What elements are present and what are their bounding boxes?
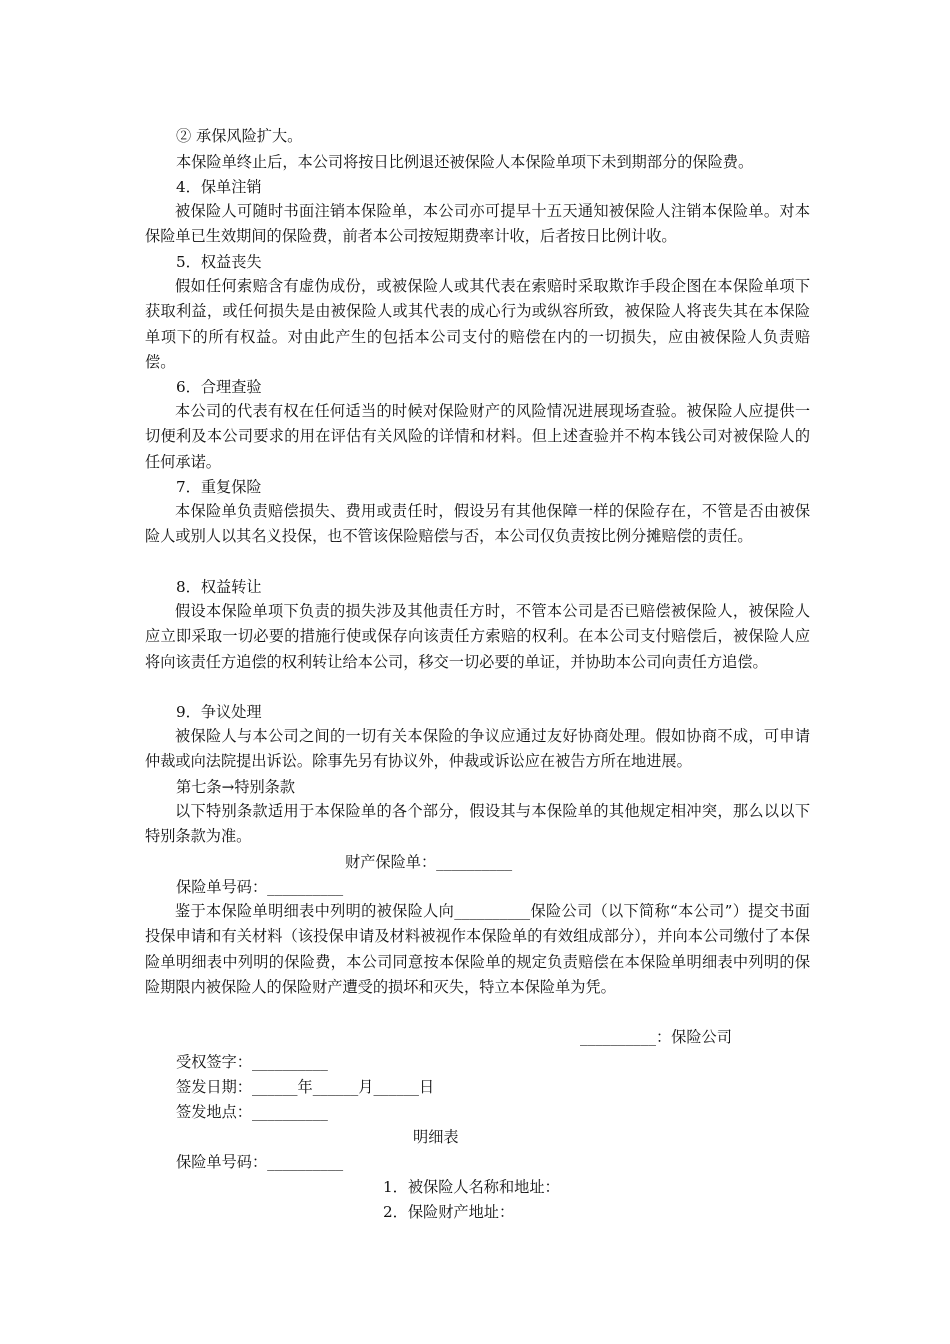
schedule-item: 1．被保险人名称和地址： [383,1178,560,1196]
section-heading: 4．保单注销 [176,178,262,196]
text-line: 本保险单终止后，本公司将按日比例退还被保险人本保险单项下未到期部分的保险费。 [176,153,754,171]
schedule-title: 明细表 [413,1128,459,1146]
paragraph: 被保险人与本公司之间的一切有关本保险的争议应通过友好协商处理。假如协商不成，可申请仲裁或向法院提出诉讼。除事先另有协议外，仲裁或诉讼应在被告方所在地进展。 [145,727,810,771]
paragraph: 鉴于本保险单明细表中列明的被保险人向__________保险公司（以下简称“本公司”）提交书面投保申请和有关材料（该投保申请及材料被视作本保险单的有效组成部分），并向本公司缴付了本保险单明细表中列明的保险费，本公司同意按本保险单的规定负责赔偿在本保险单明细表中列明的保险期限内被保险人的保险财产遭受的损坏和灭失，特立本保险单为凭。 [145,902,810,996]
sign-place-line: 签发地点：__________ [176,1103,328,1121]
sign-date-line: 签发日期：______年______月______日 [176,1078,435,1096]
article-heading: 第七条→特别条款 [176,778,296,796]
signature-line: 受权签字：__________ [176,1053,328,1071]
policy-number: 保险单号码：__________ [176,878,344,896]
paragraph: 以下特别条款适用于本保险单的各个部分，假设其与本保险单的其他规定相冲突，那么以以下特别条款为准。 [145,802,810,846]
section-heading: 9．争议处理 [176,703,262,721]
company-line: __________：保险公司 [580,1028,732,1046]
text-line: ② 承保风险扩大。 [176,127,303,145]
paragraph: 本保险单负责赔偿损失、费用或责任时，假设另有其他保障一样的保险存在，不管是否由被保险人或别人以其名义投保，也不管该保险赔偿与否，本公司仅负责按比例分摊赔偿的责任。 [145,502,810,546]
section-heading: 7．重复保险 [176,478,262,496]
schedule-item: 2．保险财产地址： [383,1203,515,1221]
paragraph: 假如任何索赔含有虚伪成份，或被保险人或其代表在索赔时采取欺诈手段企图在本保险单项下获取利益，或任何损失是由被保险人或其代表的成心行为或纵容所致，被保险人将丧失其在本保险单项下的所有权益。对由此产生的包括本公司支付的赔偿在内的一切损失，应由被保险人负责赔偿。 [145,277,810,371]
paragraph: 本公司的代表有权在任何适当的时候对保险财产的风险情况进展现场查验。被保险人应提供一切便利及本公司要求的用在评估有关风险的详情和材料。但上述查验并不构本钱公司对被保险人的任何承诺。 [145,402,810,471]
section-heading: 6．合理查验 [176,378,262,396]
section-heading: 8．权益转让 [176,578,262,596]
policy-number: 保险单号码：__________ [176,1153,344,1171]
section-heading: 5．权益丧失 [176,253,262,271]
policy-title: 财产保险单：__________ [345,853,513,871]
paragraph: 假设本保险单项下负责的损失涉及其他责任方时，不管本公司是否已赔偿被保险人，被保险人应立即采取一切必要的措施行使或保存向该责任方索赔的权利。在本公司支付赔偿后，被保险人应将向该责任方追偿的权利转让给本公司，移交一切必要的单证，并协助本公司向责任方追偿。 [145,602,810,671]
paragraph: 被保险人可随时书面注销本保险单，本公司亦可提早十五天通知被保险人注销本保险单。对本保险单已生效期间的保险费，前者本公司按短期费率计收，后者按日比例计收。 [145,202,810,246]
